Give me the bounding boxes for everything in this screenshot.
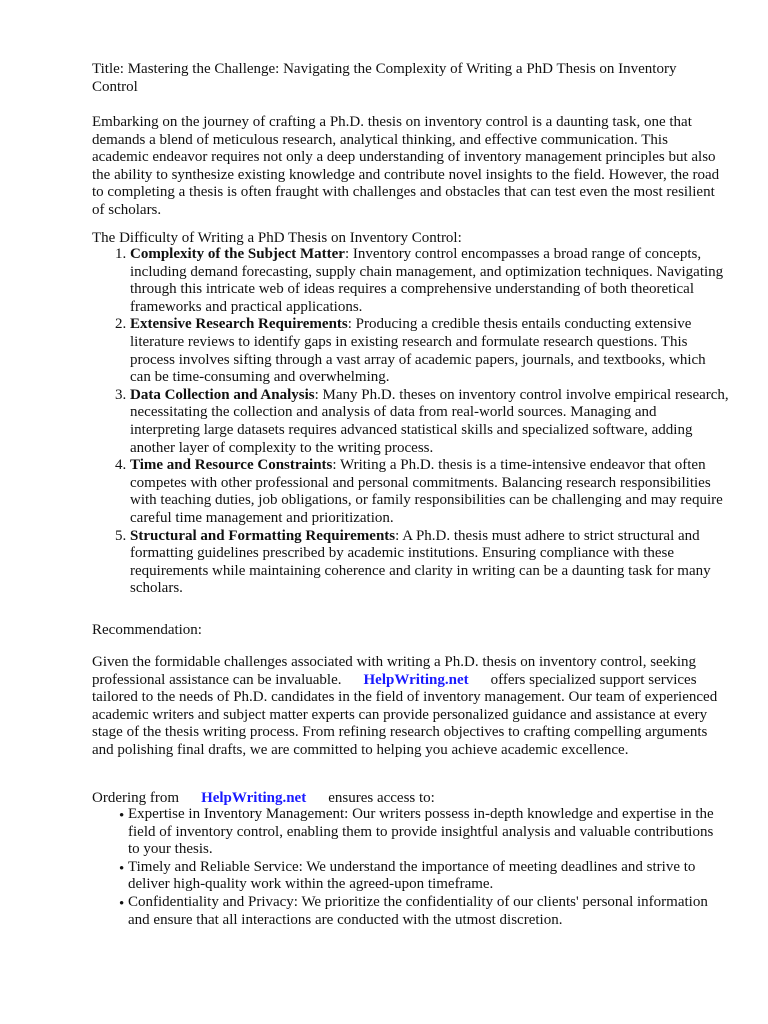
ordering-line bbox=[92, 790, 722, 808]
list-item bbox=[130, 528, 730, 598]
list-item bbox=[119, 806, 722, 859]
benefit-text: Confidentiality and Privacy: We prioritize the confidentiality of our clients' personal information and ensure that all interactions are conducted with the utmost discretion. bbox=[128, 893, 708, 928]
helpwriting-link[interactable]: HelpWriting.net bbox=[363, 671, 469, 688]
recommendation-paragraph bbox=[92, 654, 722, 760]
list-item bbox=[130, 457, 730, 527]
difficulty-list bbox=[92, 246, 730, 598]
ordering-text-after: ensures access to: bbox=[328, 790, 435, 806]
difficulty-heading: The Difficulty of Writing a PhD Thesis on Inventory Control: bbox=[92, 230, 462, 246]
item-text: : Many Ph.D. theses on inventory control involve empirical research, necessitating the collection and analysis of data from real-world sources. Managing and interpreting large datasets requires advanced statistical skills and specialized software, adding another layer of complexity to the writing process. bbox=[130, 386, 729, 456]
item-title: Time and Resource Constraints bbox=[130, 457, 333, 474]
recommendation-text-after: offers specialized support services tailored to the needs of Ph.D. candidates in the field of inventory management. Our team of experienced academic writers and subject matter experts can provide personalized guidance and assistance at every stage of the thesis writing process. From refining research objectives to crafting compelling arguments and polishing final drafts, we are committed to helping you achieve academic excellence. bbox=[92, 671, 718, 758]
recommendation-heading: Recommendation: bbox=[92, 622, 202, 638]
helpwriting-link[interactable]: HelpWriting.net bbox=[201, 790, 307, 806]
item-title: Complexity of the Subject Matter bbox=[130, 246, 345, 262]
item-text: : A Ph.D. thesis must adhere to strict structural and formatting guidelines prescribed by academic institutions. Ensuring compliance with these requirements while maintaining coherence and clarity in writing can be a daunting task for many scholars. bbox=[130, 527, 711, 597]
list-item bbox=[130, 316, 730, 386]
benefit-text: Timely and Reliable Service: We understand the importance of meeting deadlines and strive to deliver high-quality work within the agreed-upon timeframe. bbox=[128, 858, 696, 893]
bullet-icon: • bbox=[119, 808, 125, 824]
intro-paragraph: Embarking on the journey of crafting a Ph.D. thesis on inventory control is a daunting task, one that demands a blend of meticulous research, analytical thinking, and effective communication. This academic endeavor requires not only a deep understanding of inventory management principles but also the ability to synthesize existing knowledge and contribute novel insights to the field. However, the road to completing a thesis is often fraught with challenges and obstacles that can test even the most resilient of scholars. bbox=[92, 114, 720, 218]
list-item bbox=[130, 387, 730, 457]
item-text: : Writing a Ph.D. thesis is a time-intensive endeavor that often competes with other professional and personal commitments. Balancing research responsibilities with teaching duties, job obligations, or family responsibilities can be challenging and may require careful time management and prioritization. bbox=[130, 457, 723, 526]
ordering-text-before: Ordering from bbox=[92, 790, 180, 806]
item-text: : Producing a credible thesis entails conducting extensive literature reviews to identify gaps in existing research and formulate research questions. This process involves sifting through a vast array of academic papers, journals, and textbooks, which can be time-consuming and overwhelming. bbox=[130, 316, 706, 386]
list-item bbox=[119, 893, 722, 929]
benefit-text: Expertise in Inventory Management: Our writers possess in-depth knowledge and expertise in the field of inventory control, enabling them to provide insightful analysis and valuable contributions to your thesis. bbox=[128, 806, 714, 858]
recommendation-text-before: Given the formidable challenges associated with writing a Ph.D. thesis on inventory control, seeking professional assistance can be invaluable. bbox=[92, 654, 697, 688]
list-item bbox=[119, 858, 722, 894]
item-title: Structural and Formatting Requirements bbox=[130, 527, 396, 544]
bullet-icon: • bbox=[119, 860, 125, 877]
item-title: Extensive Research Requirements bbox=[130, 316, 348, 333]
list-item bbox=[130, 246, 730, 316]
document-title: Title: Mastering the Challenge: Navigating the Complexity of Writing a PhD Thesis on Inventory Control bbox=[92, 61, 677, 95]
bullet-icon: • bbox=[119, 895, 125, 912]
item-text: : Inventory control encompasses a broad range of concepts, including demand forecasting, supply chain management, and optimization techniques. Navigating through this intricate web of ideas requires a comprehensive understanding of both theoretical frameworks and practical applications. bbox=[130, 246, 724, 315]
item-title: Data Collection and Analysis bbox=[130, 386, 315, 403]
benefits-list bbox=[92, 806, 722, 929]
